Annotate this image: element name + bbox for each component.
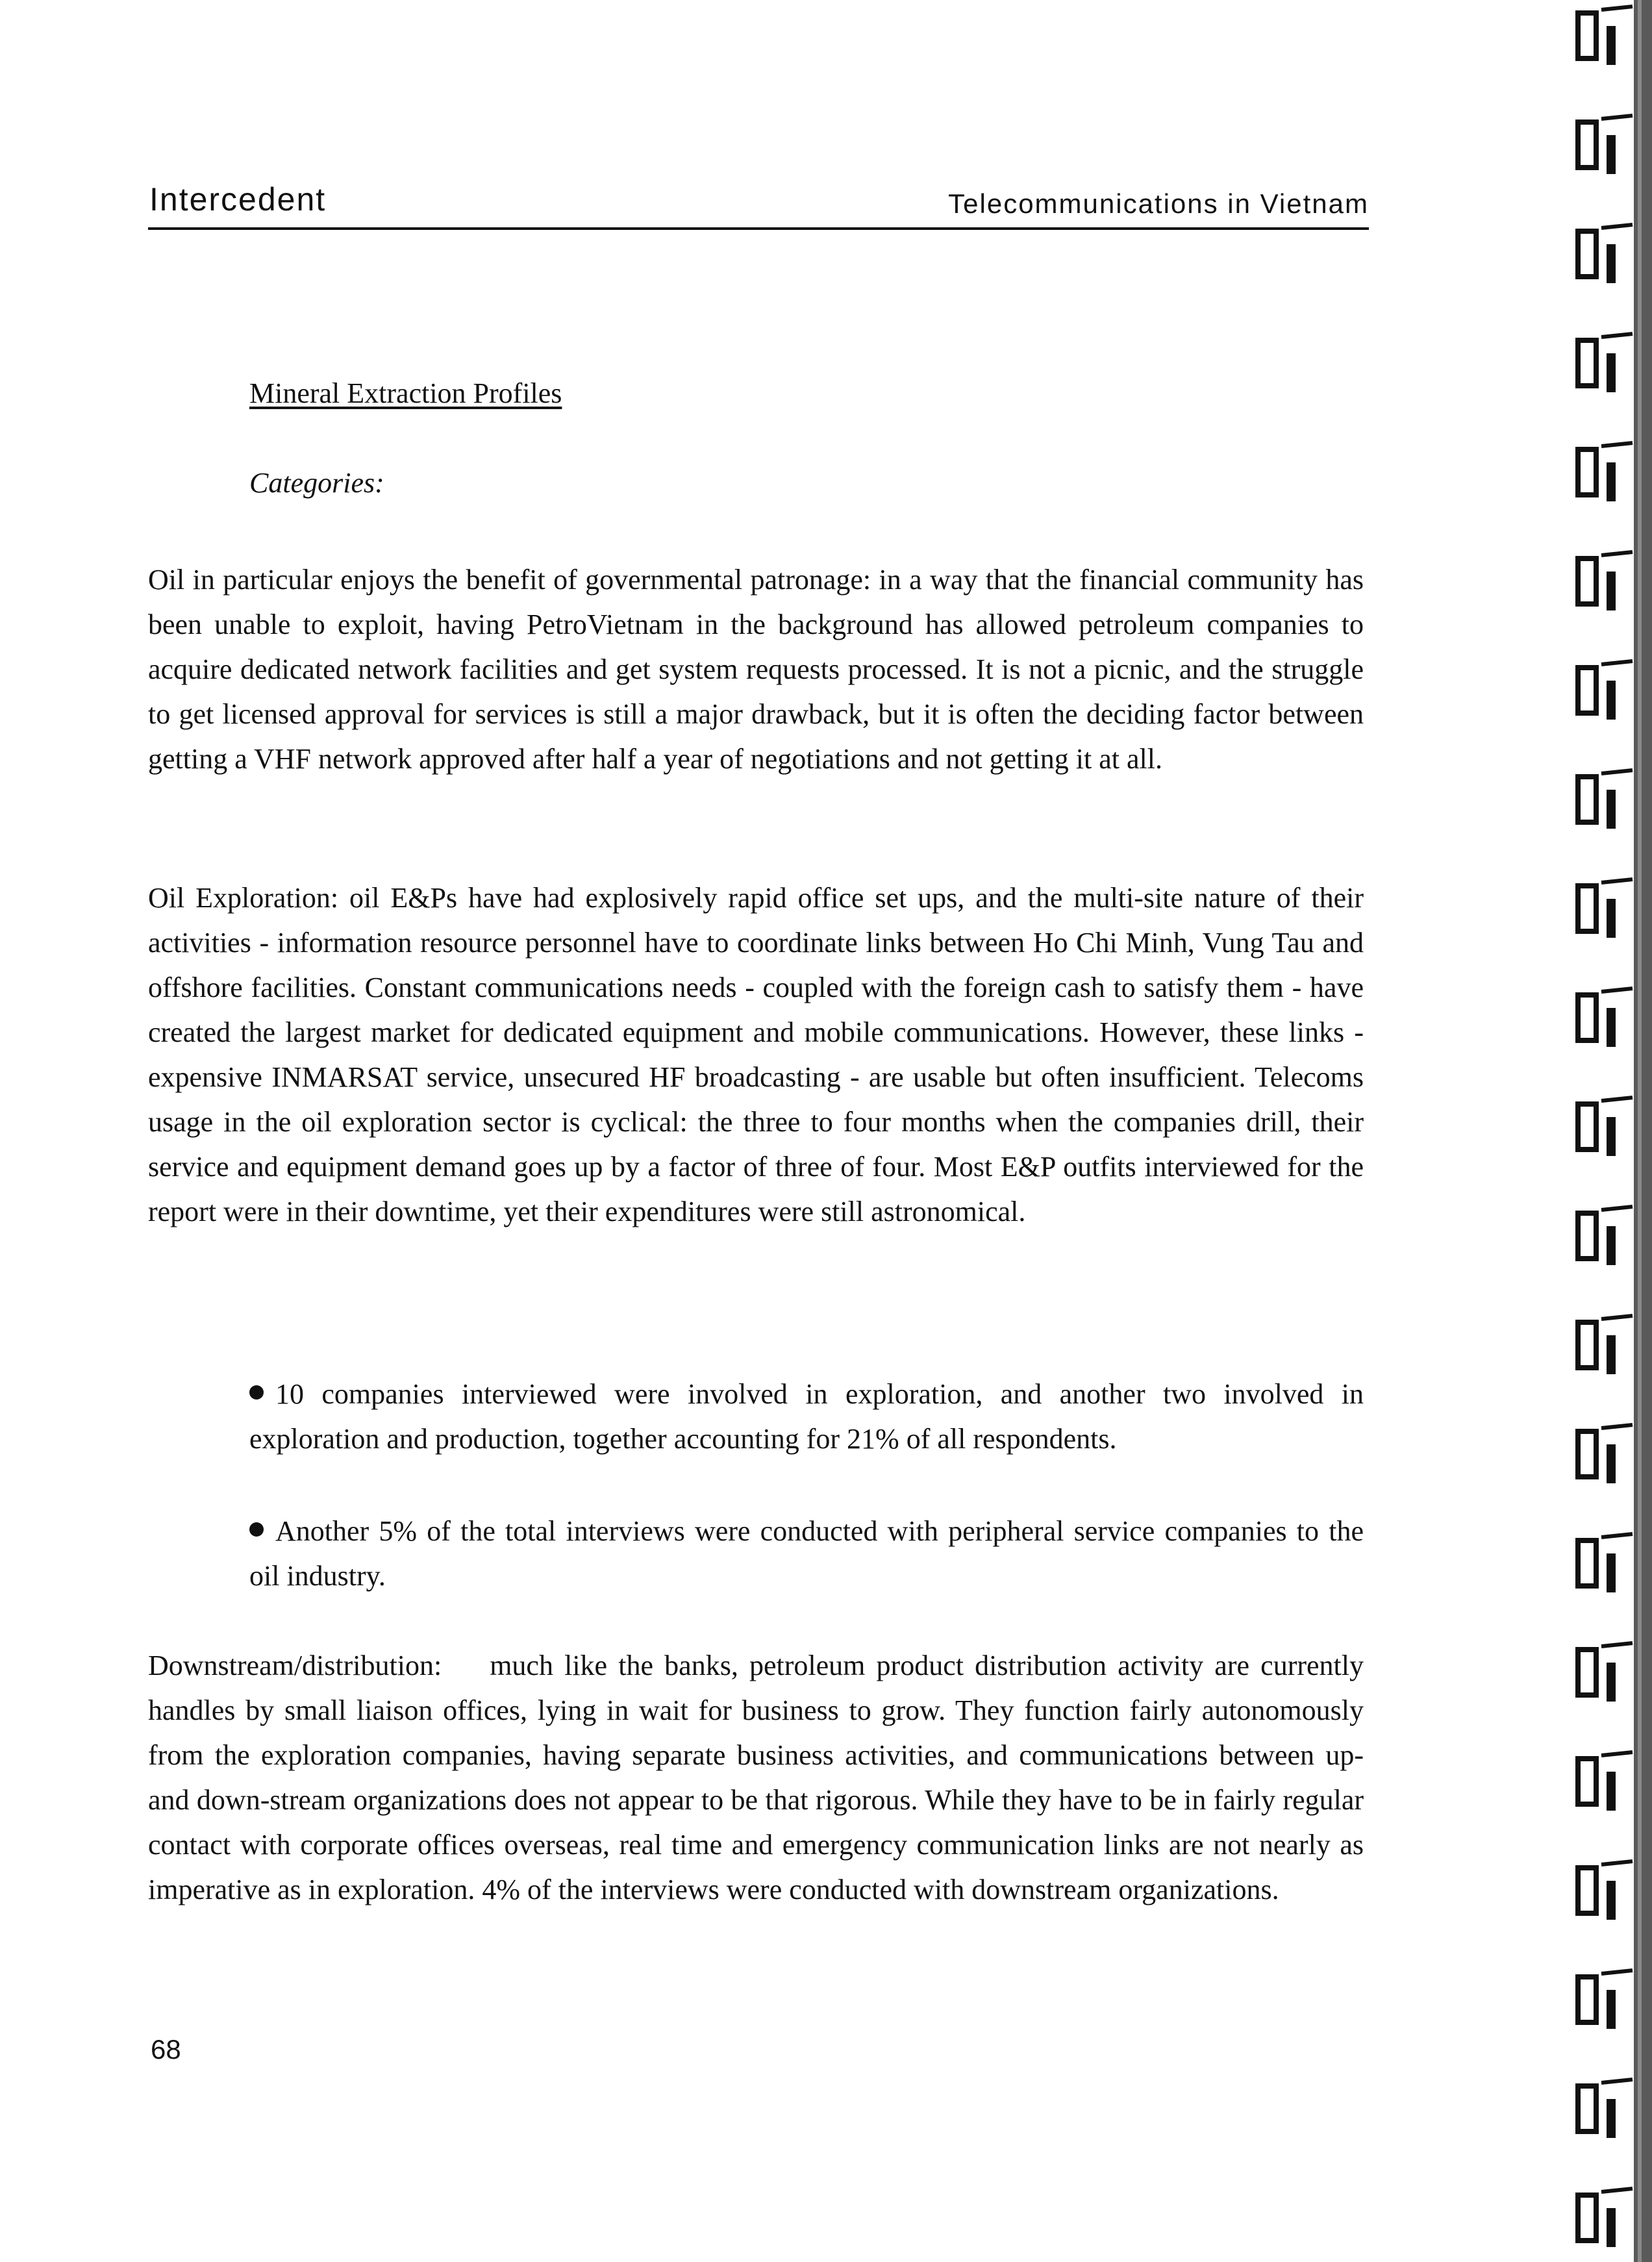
paragraph-text: much like the banks, petroleum product distribution activity are currently handles by small liaison offices, lying in wait for business to grow. They function fairly autonomously from the exploration companies, having separate business activities, and communications between up- and down-stream organizations does not appear to be that rigorous. While they have to be in fairly regular contact with corporate offices overseas, real time and emergency communication links are not nearly as imperative as in exploration. 4% of the interviews were conducted with downstream organizations.	[148, 1650, 1364, 1905]
bullet-text: 10 companies interviewed were involved in exploration, and another two involved in exploration and production, together accounting for 21% of all respondents.	[249, 1378, 1364, 1455]
section-title: Mineral Extraction Profiles	[249, 377, 562, 409]
spiral-binding-icon	[1570, 0, 1652, 2262]
bullet-dot-icon	[249, 1385, 264, 1400]
paragraph-label: Downstream/distribution:	[148, 1650, 442, 1681]
paragraph-oil-exploration: Oil Exploration: oil E&Ps have had explosively rapid office set ups, and the multi-site nature of their activities - information resource personnel have to coordinate links between Ho Chi Minh, Vung Tau and offshore facilities. Constant communications needs - coupled with the foreign cash to satisfy them - have created the largest market for dedicated equipment and mobile communications. However, these links - expensive INMARSAT service, unsecured HF broadcasting - are usable but often insufficient. Telecoms usage in the oil exploration sector is cyclical: the three to four months when the companies drill, their service and equipment demand goes up by a factor of three of four. Most E&P outfits interviewed for the report were in their downtime, yet their expenditures were still astronomical.	[148, 882, 1364, 1227]
bullet-text: Another 5% of the total interviews were conducted with peripheral service companies to the oil industry.	[249, 1515, 1364, 1592]
page-header	[148, 181, 1369, 230]
paragraph-oil-patronage: Oil in particular enjoys the benefit of governmental patronage: in a way that the financial community has been unable to exploit, having PetroVietnam in the background has allowed petroleum companies to acquire dedicated network facilities and get system requests processed. It is not a picnic, and the struggle to get licensed approval for services is still a major drawback, but it is often the deciding factor between getting a VHF network approved after half a year of negotiations and not getting it at all.	[148, 564, 1364, 775]
bullet-item-exploration	[249, 1372, 1364, 1461]
header-company-name: Intercedent	[149, 181, 327, 218]
header-report-title: Telecommunications in Vietnam	[948, 188, 1369, 219]
bullet-item-peripheral	[249, 1509, 1364, 1598]
bullet-dot-icon	[249, 1522, 264, 1537]
page-number: 68	[151, 2034, 181, 2065]
paragraph-downstream	[148, 1643, 1364, 1912]
section-subtitle: Categories:	[249, 467, 384, 499]
